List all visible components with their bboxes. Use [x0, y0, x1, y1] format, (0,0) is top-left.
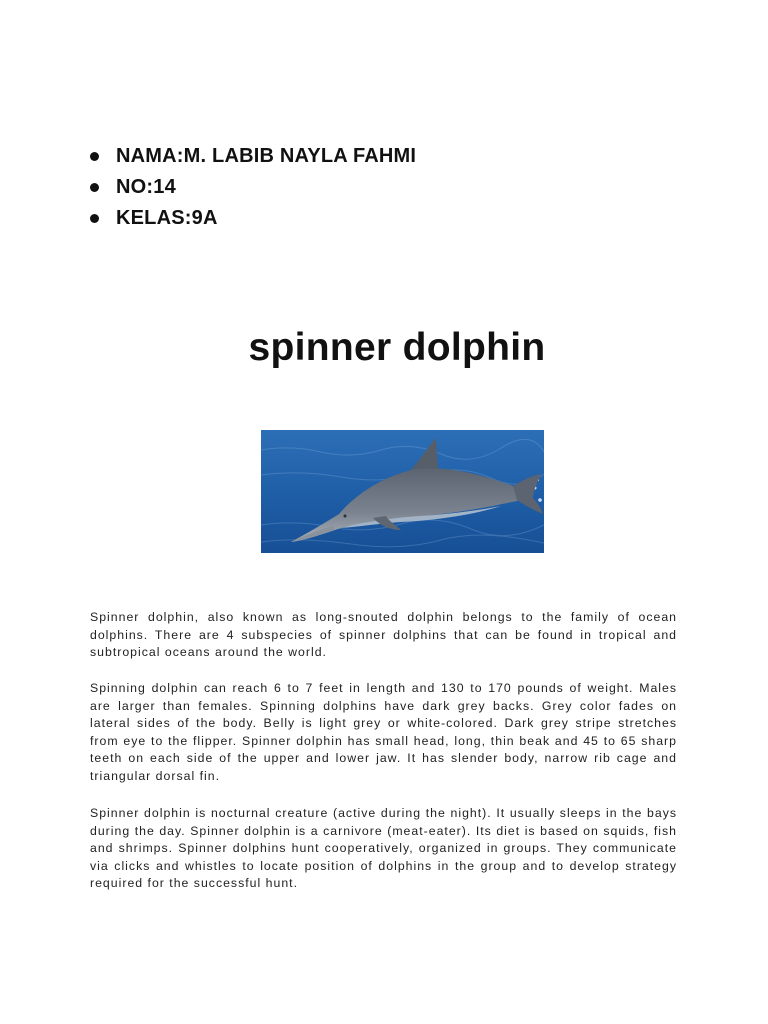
- student-info-list: [90, 141, 416, 234]
- paragraph-intro: Spinner dolphin, also known as long-snouted dolphin belongs to the family of ocean dolphins. There are 4 subspecies of spinner dolphins that can be found in tropical and subtropical oceans around the world.: [90, 610, 677, 660]
- paragraph-description: Spinning dolphin can reach 6 to 7 feet in length and 130 to 170 pounds of weight. Males are larger than females. Spinning dolphins have dark grey backs. Grey color fades on lateral sides of the body. Belly is light grey or white-colored. Dark grey stripe stretches from eye to the flipper. Spinner dolphin has small head, long, thin beak and 45 to 65 sharp teeth on each side of the upper and lower jaw. It has slender body, narrow rib cage and triangular dorsal fin.: [90, 681, 677, 783]
- bullet-icon: [90, 183, 99, 192]
- student-class-item: [90, 203, 416, 234]
- student-class: KELAS:9A: [116, 207, 218, 229]
- student-name-item: [90, 141, 416, 172]
- student-number: NO:14: [116, 176, 176, 198]
- document-title: spinner dolphin: [248, 326, 546, 369]
- paragraph-behavior: Spinner dolphin is nocturnal creature (active during the night). It usually sleeps in the bays during the day. Spinner dolphin is a carnivore (meat-eater). Its diet is based on squids, fish and shrimps. Spinner dolphins hunt cooperatively, organized in groups. They communicate via clicks and whistles to locate position of dolphins in the group and to develop strategy required for the successful hunt.: [90, 806, 677, 891]
- student-number-item: [90, 172, 416, 203]
- dolphin-photo: [261, 430, 544, 553]
- student-name: NAMA:M. LABIB NAYLA FAHMI: [116, 145, 417, 167]
- bullet-icon: [90, 152, 99, 161]
- bullet-icon: [90, 214, 99, 223]
